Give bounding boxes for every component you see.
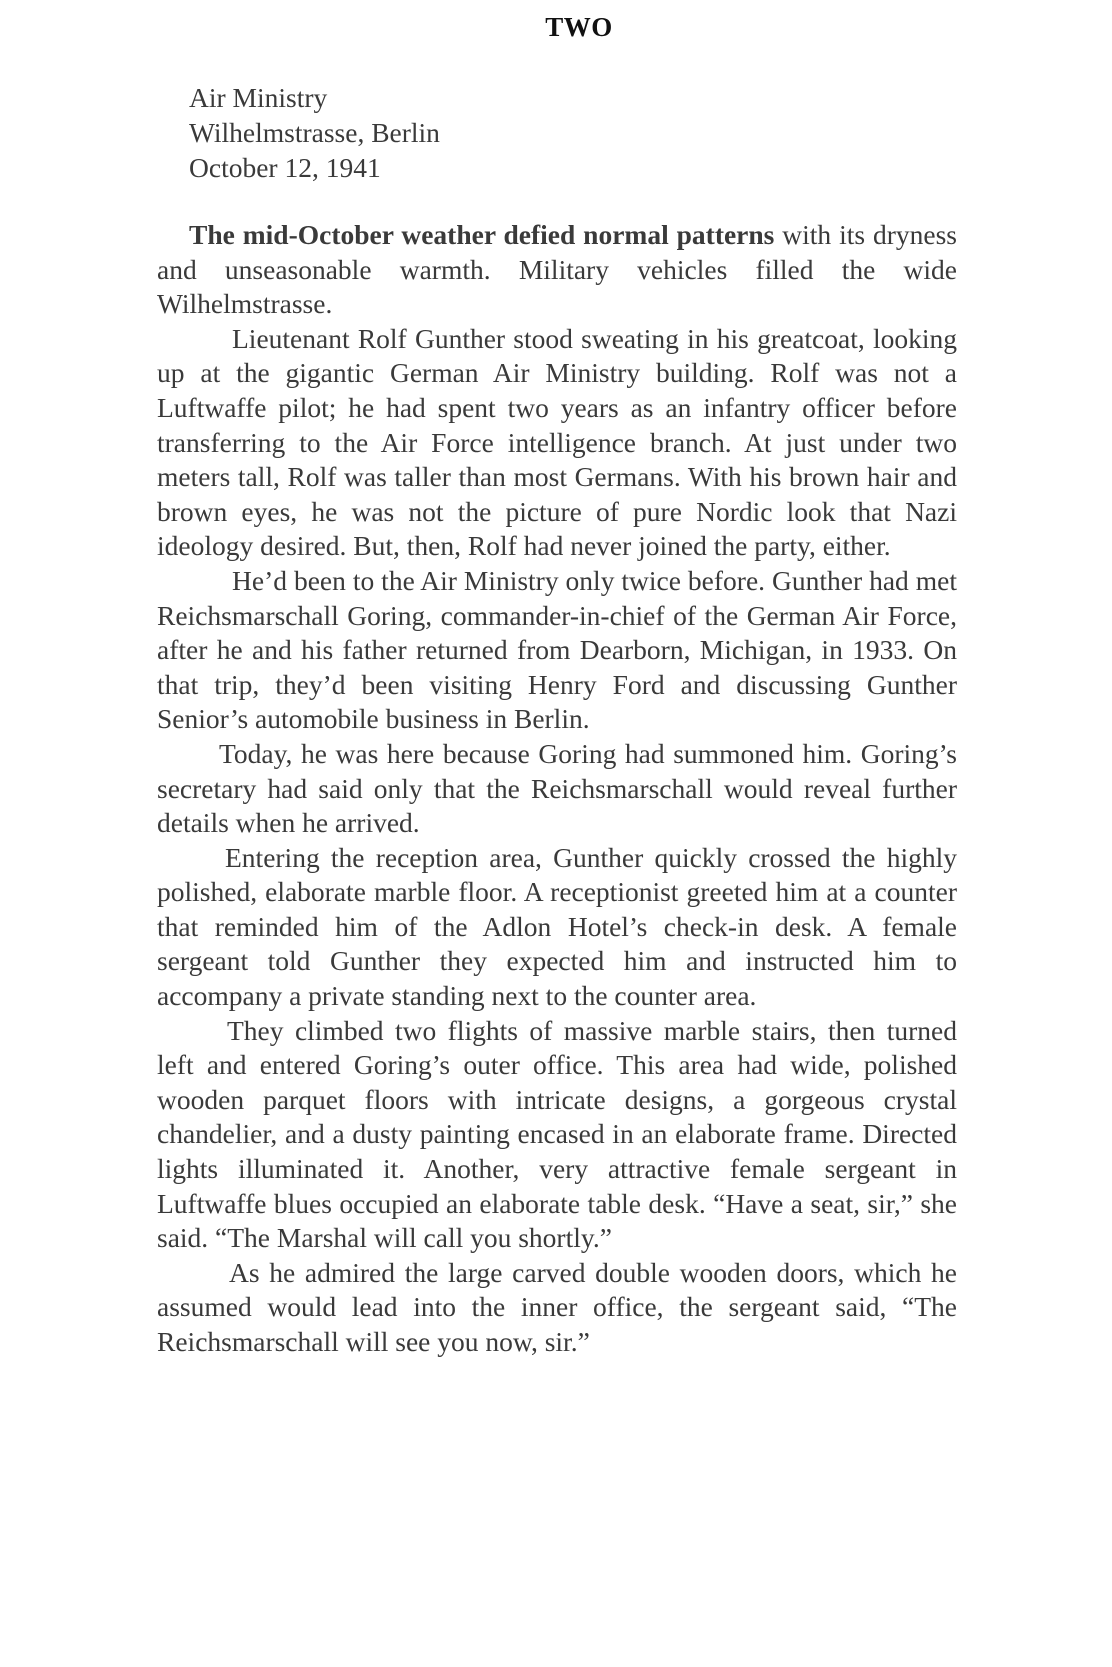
paragraph-7: As he admired the large carved double wooden doors, which he assumed would lead into the inner office, the sergeant said, “The Reichsmarschall will see you now, sir.”: [157, 1256, 957, 1357]
dateline-date: October 12, 1941: [189, 152, 381, 183]
dateline-street: Wilhelmstrasse, Berlin: [189, 117, 440, 148]
chapter-body: [157, 218, 957, 1360]
dateline: [189, 80, 440, 185]
paragraph-5: Entering the reception area, Gunther quickly crossed the highly polished, elaborate marble floor. A receptionist greeted him at a counter that reminded him of the Adlon Hotel’s check-in desk. A female sergeant told Gunther they expected him and instructed him to accompany a private standing next to the counter area.: [157, 841, 957, 1012]
paragraph-2: Lieutenant Rolf Gunther stood sweating in his greatcoat, looking up at the gigantic German Air Ministry building. Rolf was not a Luftwaffe pilot; he had spent two years as an infantry officer before transferring to the Air Force intelligence branch. At just under two meters tall, Rolf was taller than most Germans. With his brown hair and brown eyes, he was not the picture of pure Nordic look that Nazi ideology desired. But, then, Rolf had never joined the party, either.: [157, 322, 957, 562]
paragraph-1-text: with its dryness and unseasonable warmth. Military vehicles filled the wide Wilhelmstrasse.: [157, 219, 957, 320]
paragraph-1: [157, 218, 957, 322]
dateline-place: Air Ministry: [189, 82, 328, 113]
paragraph-1-lead: The mid-October weather defied normal patterns: [189, 219, 775, 250]
paragraph-4: Today, he was here because Goring had summoned him. Goring’s secretary had said only that the Reichsmarschall would reveal further details when he arrived.: [157, 737, 957, 839]
paragraph-3: He’d been to the Air Ministry only twice before. Gunther had met Reichsmarschall Goring, commander-in-chief of the German Air Force, after he and his father returned from Dearborn, Michigan, in 1933. On that trip, they’d been visiting Henry Ford and discussing Gunther Senior’s automobile business in Berlin.: [157, 564, 957, 735]
paragraph-6: They climbed two flights of massive marble stairs, then turned left and entered Goring’s outer office. This area had wide, polished wooden parquet floors with intricate designs, a gorgeous crystal chandelier, and a dusty painting encased in an elaborate frame. Directed lights illuminated it. Another, very attractive female sergeant in Luftwaffe blues occupied an elaborate table desk. “Have a seat, sir,” she said. “The Marshal will call you shortly.”: [157, 1014, 957, 1254]
chapter-title: TWO: [545, 12, 613, 42]
